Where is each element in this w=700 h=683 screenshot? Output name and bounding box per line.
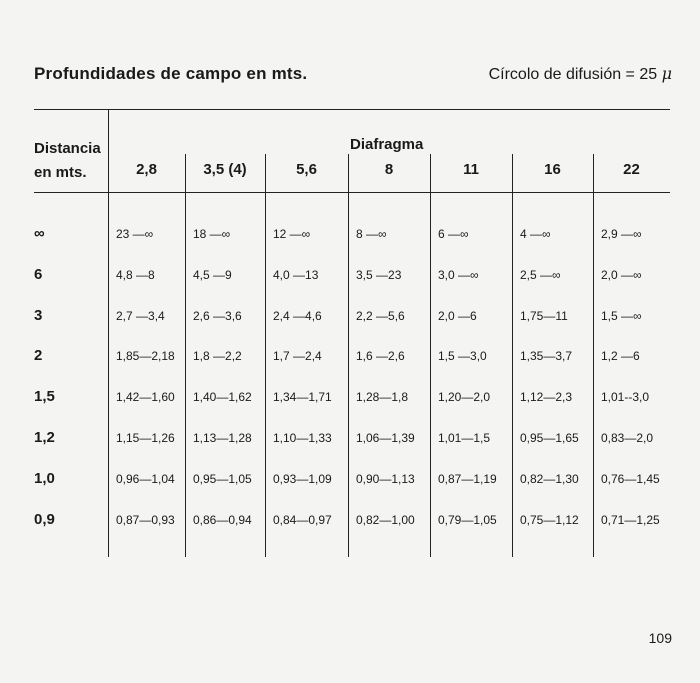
depth-range-cell: 2,5 —∞ — [520, 268, 561, 282]
depth-range-cell: 2,4 —4,6 — [273, 309, 322, 323]
depth-of-field-table — [34, 109, 670, 557]
depth-range-cell: 4,5 —9 — [193, 268, 232, 282]
column-divider — [430, 154, 431, 557]
depth-range-cell: 0,86—0,94 — [193, 513, 252, 527]
depth-range-cell: 1,13—1,28 — [193, 431, 252, 445]
depth-range-cell: 0,93—1,09 — [273, 472, 332, 486]
depth-range-cell: 12 —∞ — [273, 227, 311, 241]
distance-label: 6 — [34, 266, 43, 283]
depth-range-cell: 1,8 —2,2 — [193, 349, 242, 363]
depth-range-cell: 1,01--3,0 — [601, 390, 650, 404]
column-divider — [348, 154, 349, 557]
depth-range-cell: 1,5 —∞ — [601, 309, 642, 323]
depth-range-cell: 1,42—1,60 — [116, 390, 175, 404]
aperture-header: 3,5 (4) — [203, 161, 247, 178]
depth-range-cell: 1,5 —3,0 — [438, 349, 487, 363]
depth-range-cell: 1,10—1,33 — [273, 431, 332, 445]
depth-range-cell: 8 —∞ — [356, 227, 387, 241]
depth-range-cell: 1,06—1,39 — [356, 431, 415, 445]
depth-range-cell: 3,5 —23 — [356, 268, 402, 282]
depth-range-cell: 0,96—1,04 — [116, 472, 175, 486]
depth-range-cell: 1,85—2,18 — [116, 349, 175, 363]
distance-header-line-1: Distancia — [34, 140, 101, 157]
depth-range-cell: 0,95—1,65 — [520, 431, 579, 445]
aperture-group-header: Diafragma — [350, 136, 424, 153]
aperture-header: 11 — [463, 161, 479, 178]
page-title: Profundidades de campo en mts. — [34, 64, 308, 83]
aperture-header: 8 — [384, 161, 394, 178]
distance-header-line-2: en mts. — [34, 164, 87, 181]
depth-range-cell: 4 —∞ — [520, 227, 551, 241]
aperture-header: 2,8 — [136, 161, 157, 178]
depth-range-cell: 0,84—0,97 — [273, 513, 332, 527]
depth-range-cell: 2,2 —5,6 — [356, 309, 405, 323]
aperture-header: 16 — [544, 161, 561, 178]
depth-range-cell: 1,15—1,26 — [116, 431, 175, 445]
depth-range-cell: 2,7 —3,4 — [116, 309, 165, 323]
depth-range-cell: 0,71—1,25 — [601, 513, 660, 527]
column-divider — [593, 154, 594, 557]
depth-range-cell: 0,82—1,00 — [356, 513, 415, 527]
depth-range-cell: 1,75—11 — [520, 309, 568, 323]
depth-range-cell: 1,01—1,5 — [438, 431, 491, 445]
depth-range-cell: 0,79—1,05 — [438, 513, 497, 527]
depth-range-cell: 0,83—2,0 — [601, 431, 654, 445]
aperture-header: 5,6 — [296, 161, 317, 178]
depth-range-cell: 1,7 —2,4 — [273, 349, 322, 363]
table-top-rule — [34, 109, 670, 110]
depth-range-cell: 1,34—1,71 — [273, 390, 332, 404]
depth-range-cell: 1,12—2,3 — [520, 390, 573, 404]
depth-range-cell: 6 —∞ — [438, 227, 469, 241]
depth-range-cell: 1,35—3,7 — [520, 349, 573, 363]
depth-range-cell: 0,95—1,05 — [193, 472, 252, 486]
distance-label: 2 — [34, 347, 43, 364]
distance-label: 3 — [34, 307, 43, 324]
table-header-rule — [34, 192, 670, 193]
column-divider — [185, 154, 186, 557]
distance-label: 1,0 — [34, 470, 55, 487]
distance-label: 1,2 — [34, 429, 55, 446]
distance-label: 0,9 — [34, 511, 55, 528]
column-divider — [512, 154, 513, 557]
aperture-header: 22 — [623, 161, 640, 178]
depth-range-cell: 4,0 —13 — [273, 268, 319, 282]
depth-range-cell: 2,0 —∞ — [601, 268, 642, 282]
depth-range-cell: 2,9 —∞ — [601, 227, 642, 241]
depth-range-cell: 0,76—1,45 — [601, 472, 660, 486]
depth-range-cell: 0,87—0,93 — [116, 513, 175, 527]
depth-range-cell: 1,20—2,0 — [438, 390, 491, 404]
depth-range-cell: 4,8 —8 — [116, 268, 155, 282]
circle-unit: μ — [661, 64, 672, 83]
depth-range-cell: 2,0 —6 — [438, 309, 477, 323]
depth-range-cell: 3,0 —∞ — [438, 268, 479, 282]
circle-label: Círcolo de difusión = 25 — [488, 66, 658, 83]
depth-range-cell: 1,2 —6 — [601, 349, 640, 363]
depth-range-cell: 0,82—1,30 — [520, 472, 579, 486]
depth-range-cell: 0,75—1,12 — [520, 513, 579, 527]
depth-range-cell: 23 —∞ — [116, 227, 154, 241]
depth-range-cell: 1,40—1,62 — [193, 390, 252, 404]
depth-range-cell: 0,90—1,13 — [356, 472, 415, 486]
depth-range-cell: 0,87—1,19 — [438, 472, 497, 486]
page-number: 109 — [648, 630, 672, 646]
depth-range-cell: 1,6 —2,6 — [356, 349, 405, 363]
depth-range-cell: 2,6 —3,6 — [193, 309, 242, 323]
depth-range-cell: 18 —∞ — [193, 227, 231, 241]
distance-label: 1,5 — [34, 388, 55, 405]
circle-of-confusion-note — [489, 64, 672, 84]
depth-range-cell: 1,28—1,8 — [356, 390, 409, 404]
column-divider — [265, 154, 266, 557]
distance-label: ∞ — [34, 225, 45, 242]
distance-column-header — [34, 137, 101, 185]
